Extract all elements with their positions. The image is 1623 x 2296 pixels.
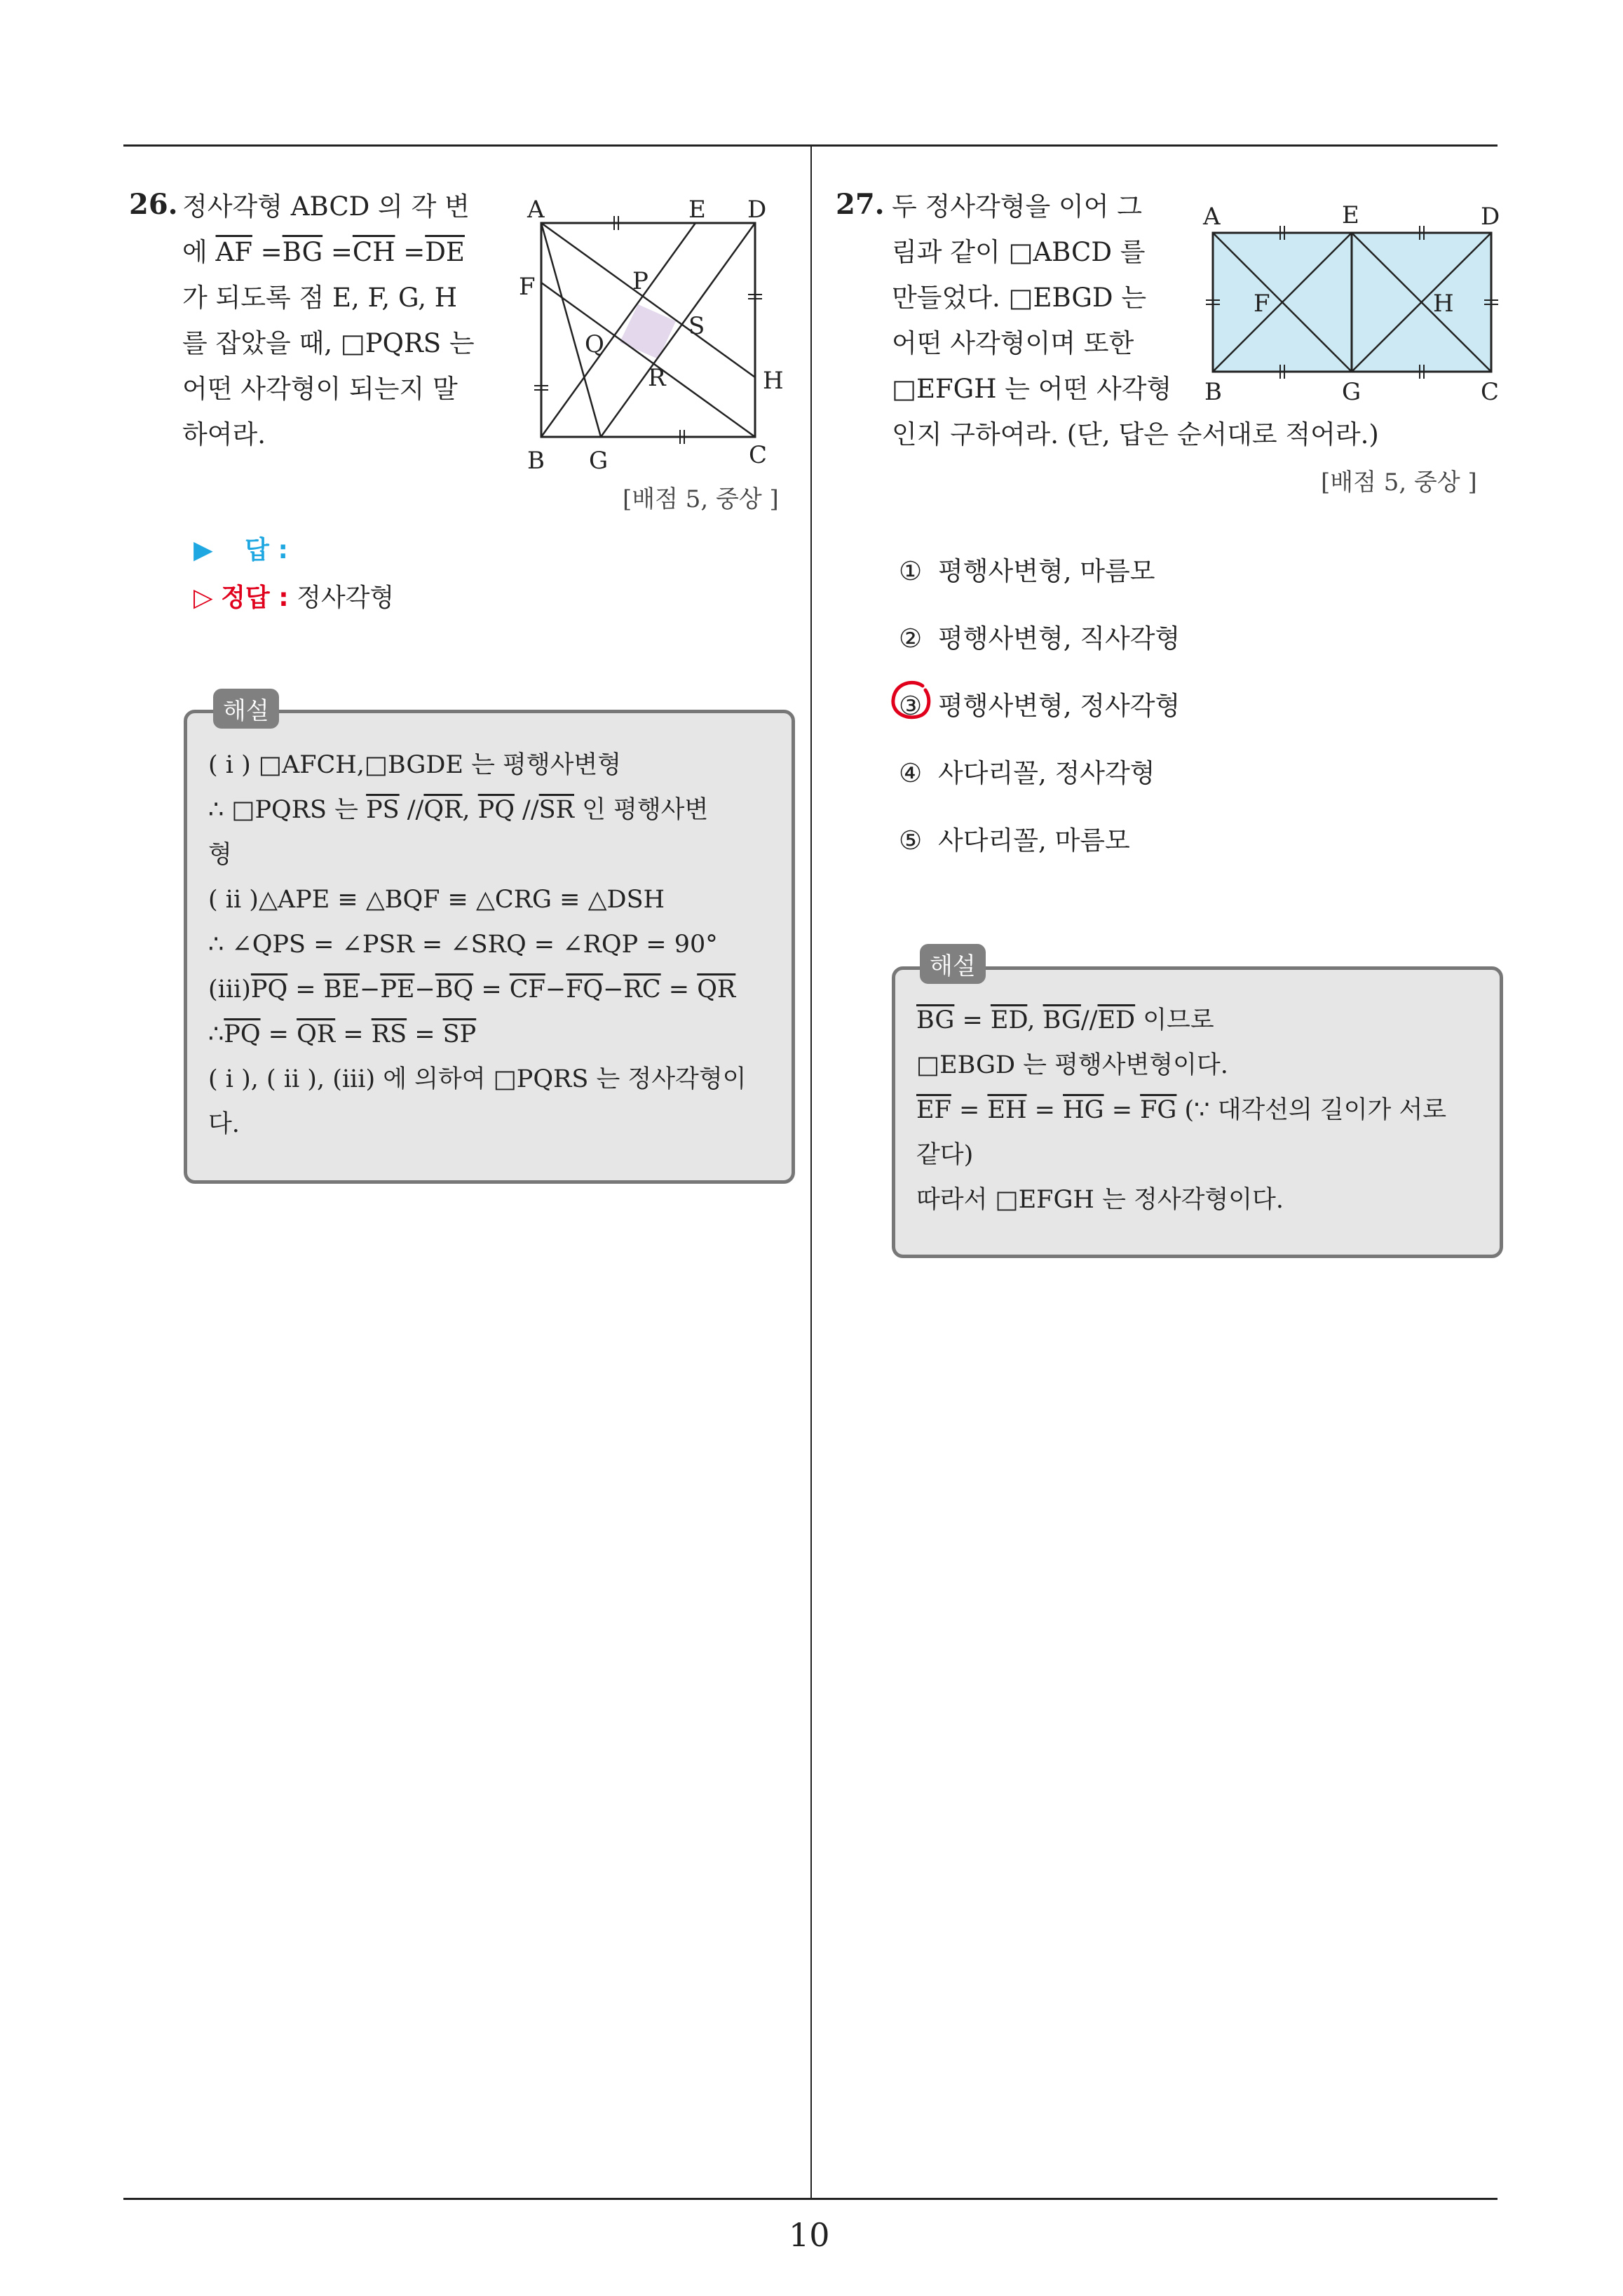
q27-number: 27. bbox=[836, 188, 885, 221]
sol-line: □EBGD 는 평행사변형이다. bbox=[916, 1051, 1228, 1079]
label-G: G bbox=[589, 447, 609, 475]
page-number: 10 bbox=[789, 2216, 830, 2254]
q27-text bbox=[892, 184, 1379, 457]
line-e-b bbox=[541, 223, 695, 437]
q27-line: 림과 같이 □ABCD 를 bbox=[892, 237, 1146, 267]
label-E: E bbox=[688, 196, 706, 224]
label-B: B bbox=[527, 447, 545, 475]
q26-meta: [배점 5, 중상 ] bbox=[623, 485, 779, 513]
q26-text bbox=[182, 184, 491, 457]
label-H: H bbox=[763, 367, 784, 395]
label-D: D bbox=[747, 196, 767, 224]
q26-solution-box bbox=[184, 710, 795, 1184]
q26-answer-row bbox=[193, 530, 288, 566]
choice-2[interactable]: ② 평행사변형, 직사각형 bbox=[899, 623, 1181, 654]
correct-label: 정답 : bbox=[221, 583, 289, 612]
q27-meta: [배점 5, 중상 ] bbox=[1321, 468, 1477, 497]
sol-line: $\therefore\overline{PQ} = \overline{QR} = \overline{RS} = \overline{SP}$ bbox=[208, 1020, 477, 1048]
triangle-outline-icon: ▷ bbox=[193, 583, 213, 612]
q26-figure bbox=[512, 189, 792, 484]
label-C: C bbox=[1481, 378, 1500, 406]
sol-line: 같다) bbox=[916, 1141, 974, 1169]
q26-line: 정사각형 ABCD 의 각 변 bbox=[182, 191, 470, 222]
label-P: P bbox=[632, 267, 648, 295]
q27-line: 어떤 사각형이며 또한 bbox=[892, 328, 1134, 358]
q26-line: 어떤 사각형이 되는지 말 bbox=[182, 374, 458, 404]
q26-number: 26. bbox=[129, 188, 178, 221]
selected-answer-circle-icon bbox=[888, 677, 937, 724]
q26-correct-row bbox=[193, 578, 394, 614]
label-Q: Q bbox=[585, 330, 604, 358]
q27-solution-tag: 해설 bbox=[920, 944, 986, 984]
q26-line: 가 되도록 점 E, F, G, H bbox=[182, 283, 457, 313]
column-divider bbox=[810, 144, 812, 2199]
q27-solution-box bbox=[892, 966, 1503, 1258]
sol-line: 다. bbox=[208, 1110, 240, 1138]
q27-line: 인지 구하여라. (단, 답은 순서대로 적어라.) bbox=[892, 419, 1379, 450]
line-d-g bbox=[601, 223, 755, 437]
label-G: G bbox=[1342, 378, 1361, 406]
choice-3[interactable]: ③ 평행사변형, 정사각형 bbox=[899, 691, 1181, 721]
sol-line: 형 bbox=[208, 841, 232, 869]
label-R: R bbox=[648, 364, 666, 392]
sol-line: $\overline{EF} = \overline{EH} = \overline{HG} = \overline{FG}$ (∵ 대각선의 길이가 서로 bbox=[916, 1096, 1447, 1124]
bottom-rule bbox=[123, 2198, 1498, 2200]
answer-label: 답 : bbox=[245, 536, 288, 565]
label-F: F bbox=[519, 273, 536, 301]
label-S: S bbox=[688, 312, 705, 340]
q27-line: 두 정사각형을 이어 그 bbox=[892, 191, 1142, 222]
q27-line: □EFGH 는 어떤 사각형 bbox=[892, 374, 1172, 404]
q27-line: 만들었다. □EBGD 는 bbox=[892, 283, 1147, 313]
label-B: B bbox=[1204, 378, 1222, 406]
sol-line: $(iii)\overline{PQ} = \overline{BE}-\overline{PE}-\overline{BQ} = \overline{CF}-\overline{FQ}-\overline{RC} = \overline{QR}$ bbox=[208, 975, 736, 1004]
choice-1[interactable]: ① 평행사변형, 마름모 bbox=[899, 556, 1155, 586]
sol-line: ∴ □PQRS 는 $\overline{PS}$ $//\overline{QR}$, $\overline{PQ}$ $//\overline{SR}$ 인 평행사변 bbox=[208, 796, 709, 824]
label-C: C bbox=[749, 441, 768, 469]
triangle-filled-icon: ▶ bbox=[193, 536, 213, 565]
label-E: E bbox=[1342, 201, 1359, 229]
choice-5[interactable]: ⑤ 사다리꼴, 마름모 bbox=[899, 825, 1130, 856]
choice-4[interactable]: ④ 사다리꼴, 정사각형 bbox=[899, 758, 1155, 788]
sol-line: 따라서 □EFGH 는 정사각형이다. bbox=[916, 1186, 1284, 1214]
sol-line: ( i ), ( ii ), (iii) 에 의하여 □PQRS 는 정사각형이 bbox=[208, 1065, 747, 1093]
q26-line: 에 $\overline{AF} =\overline{BG} =\overline{CH} =\overline{DE}$ bbox=[182, 237, 465, 267]
sol-line: $\overline{BG} = \overline{ED}$, $\overline{BG}//\overline{ED}$ 이므로 bbox=[916, 1006, 1214, 1034]
line-f-c bbox=[541, 283, 755, 437]
q26-line: 하여라. bbox=[182, 419, 266, 450]
correct-value: 정사각형 bbox=[297, 583, 395, 612]
q27-figure bbox=[1192, 189, 1500, 414]
label-A: A bbox=[527, 196, 545, 224]
label-D: D bbox=[1481, 203, 1500, 231]
label-H: H bbox=[1433, 290, 1454, 318]
sol-line: ( ii )△APE ≡ △BQF ≡ △CRG ≡ △DSH bbox=[208, 886, 665, 914]
sol-line: ( i ) □AFCH,□BGDE 는 평행사변형 bbox=[208, 751, 622, 779]
q26-line: 를 잡았을 때, □PQRS 는 bbox=[182, 328, 475, 358]
q26-solution-tag: 해설 bbox=[213, 689, 279, 729]
sol-line: ∴ ∠QPS = ∠PSR = ∠SRQ = ∠RQP = 90° bbox=[208, 931, 718, 959]
label-F: F bbox=[1254, 290, 1270, 318]
label-A: A bbox=[1203, 203, 1221, 231]
